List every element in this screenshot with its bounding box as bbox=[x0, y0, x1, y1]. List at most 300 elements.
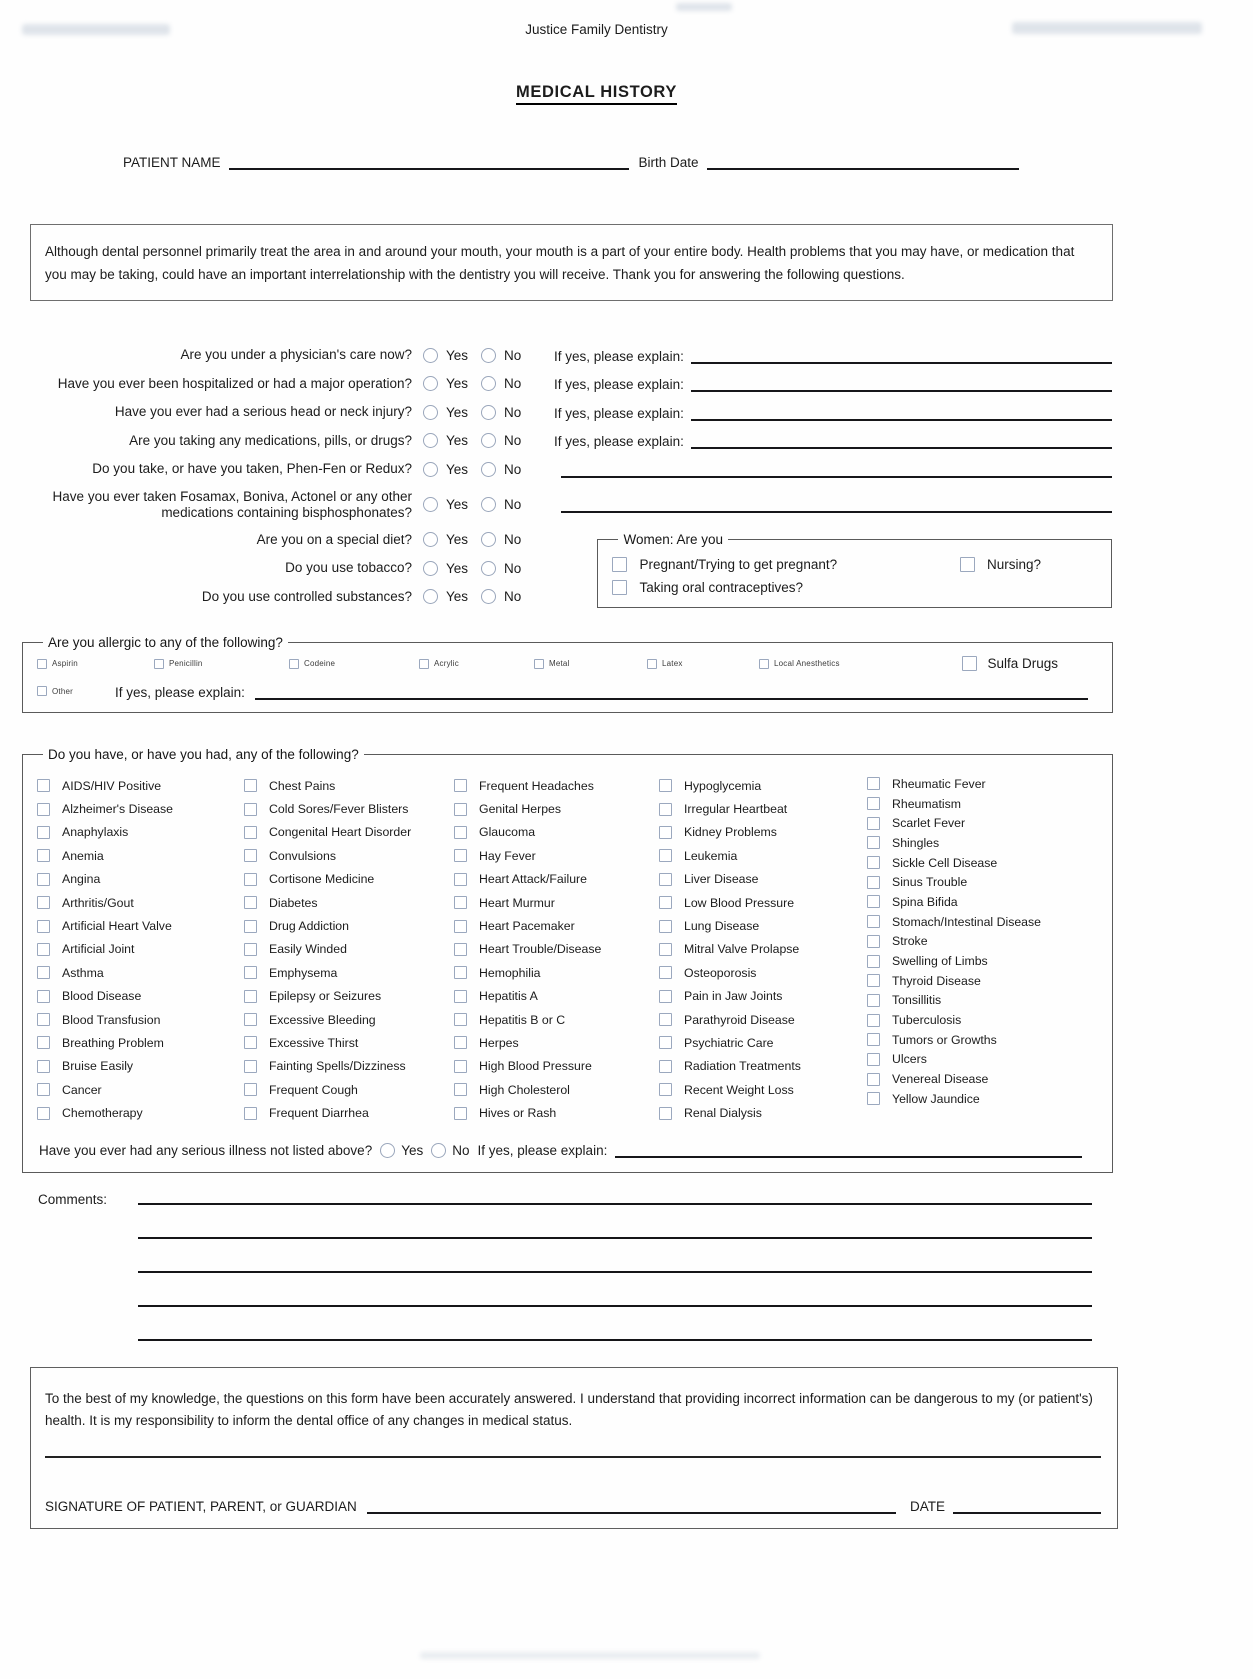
condition-item[interactable] bbox=[37, 1101, 244, 1124]
condition-item[interactable] bbox=[244, 1031, 454, 1054]
serious-illness-row bbox=[39, 1143, 1104, 1158]
no-radio[interactable] bbox=[481, 348, 496, 363]
condition-checkbox[interactable] bbox=[454, 1107, 467, 1120]
comment-line[interactable] bbox=[138, 1307, 1092, 1341]
condition-item[interactable] bbox=[244, 985, 454, 1008]
condition-item[interactable] bbox=[454, 891, 659, 914]
condition-checkbox[interactable] bbox=[37, 896, 50, 909]
condition-checkbox[interactable] bbox=[867, 1092, 880, 1105]
condition-item[interactable] bbox=[244, 914, 454, 937]
condition-label: Swelling of Limbs bbox=[892, 954, 988, 969]
condition-item[interactable] bbox=[867, 833, 1104, 853]
condition-checkbox[interactable] bbox=[867, 1033, 880, 1046]
condition-label: Tonsillitis bbox=[892, 993, 942, 1008]
women-item-contraceptives[interactable] bbox=[612, 580, 803, 595]
yes-label: Yes bbox=[446, 461, 469, 477]
birth-date-line[interactable] bbox=[707, 152, 1019, 170]
allergy-item-other[interactable] bbox=[37, 686, 73, 700]
condition-label: Ulcers bbox=[892, 1052, 927, 1067]
comment-line[interactable] bbox=[138, 1239, 1092, 1273]
condition-checkbox[interactable] bbox=[244, 873, 257, 886]
condition-checkbox[interactable] bbox=[659, 920, 672, 933]
condition-checkbox[interactable] bbox=[244, 1013, 257, 1026]
condition-checkbox[interactable] bbox=[37, 990, 50, 1003]
condition-checkbox[interactable] bbox=[454, 1083, 467, 1096]
no-radio[interactable] bbox=[481, 462, 496, 477]
yes-no-radios bbox=[412, 462, 538, 477]
condition-item[interactable] bbox=[454, 985, 659, 1008]
condition-item[interactable] bbox=[659, 891, 867, 914]
condition-label: Emphysema bbox=[269, 965, 338, 980]
condition-checkbox[interactable] bbox=[37, 873, 50, 886]
condition-checkbox[interactable] bbox=[37, 803, 50, 816]
allergy-checkbox[interactable] bbox=[289, 659, 299, 669]
condition-label: Glaucoma bbox=[479, 825, 536, 840]
condition-item[interactable] bbox=[454, 938, 659, 961]
explain-line[interactable] bbox=[691, 432, 1112, 449]
yes-radio[interactable] bbox=[423, 462, 438, 477]
no-radio[interactable] bbox=[481, 497, 496, 512]
serious-yes-radio[interactable] bbox=[380, 1143, 395, 1158]
condition-label: Heart Attack/Failure bbox=[479, 872, 587, 887]
women-item-pregnant[interactable] bbox=[612, 557, 837, 572]
no-radio[interactable] bbox=[481, 561, 496, 576]
condition-checkbox[interactable] bbox=[867, 974, 880, 987]
condition-item[interactable] bbox=[659, 1031, 867, 1054]
condition-checkbox[interactable] bbox=[659, 873, 672, 886]
condition-item[interactable] bbox=[244, 868, 454, 891]
condition-checkbox[interactable] bbox=[867, 955, 880, 968]
sulfa-drugs-label: Sulfa Drugs bbox=[987, 656, 1058, 671]
condition-label: Tuberculosis bbox=[892, 1013, 962, 1028]
condition-checkbox[interactable] bbox=[37, 920, 50, 933]
condition-checkbox[interactable] bbox=[244, 1060, 257, 1073]
pregnant-checkbox[interactable] bbox=[612, 557, 627, 572]
condition-label: Frequent Cough bbox=[269, 1082, 358, 1097]
no-radio[interactable] bbox=[481, 532, 496, 547]
scan-artifact-bottom bbox=[420, 1652, 760, 1659]
condition-item[interactable] bbox=[867, 932, 1104, 952]
condition-checkbox[interactable] bbox=[37, 943, 50, 956]
condition-checkbox[interactable] bbox=[454, 779, 467, 792]
yes-label: Yes bbox=[446, 560, 469, 576]
question-text: Have you ever taken Fosamax, Boniva, Actonel or any other medications containing bisphosphonates? bbox=[52, 488, 412, 520]
condition-checkbox[interactable] bbox=[659, 1060, 672, 1073]
allergy-section bbox=[22, 635, 1113, 713]
condition-item[interactable] bbox=[244, 1101, 454, 1124]
condition-label: Artificial Heart Valve bbox=[62, 919, 172, 934]
allergy-checkbox[interactable] bbox=[647, 659, 657, 669]
condition-checkbox[interactable] bbox=[867, 935, 880, 948]
condition-item[interactable] bbox=[454, 797, 659, 820]
condition-label: AIDS/HIV Positive bbox=[62, 778, 162, 793]
condition-checkbox[interactable] bbox=[244, 1036, 257, 1049]
allergy-item-latex[interactable] bbox=[647, 659, 759, 669]
condition-item[interactable] bbox=[454, 821, 659, 844]
condition-item[interactable] bbox=[37, 1031, 244, 1054]
condition-checkbox[interactable] bbox=[454, 803, 467, 816]
condition-label: Diabetes bbox=[269, 895, 318, 910]
condition-item[interactable] bbox=[244, 938, 454, 961]
condition-checkbox[interactable] bbox=[867, 1053, 880, 1066]
serious-no-radio[interactable] bbox=[431, 1143, 446, 1158]
condition-item[interactable] bbox=[454, 1055, 659, 1078]
condition-label: Recent Weight Loss bbox=[684, 1082, 794, 1097]
allergy-item-local-anesthetics[interactable] bbox=[759, 659, 909, 669]
yes-label: Yes bbox=[446, 404, 469, 420]
condition-checkbox[interactable] bbox=[244, 1107, 257, 1120]
condition-item[interactable] bbox=[37, 1055, 244, 1078]
condition-label: Low Blood Pressure bbox=[684, 895, 795, 910]
question-rows-bottom bbox=[0, 526, 559, 612]
condition-item[interactable] bbox=[37, 985, 244, 1008]
no-radio[interactable] bbox=[481, 405, 496, 420]
allergy-item-label: Aspirin bbox=[52, 659, 78, 668]
condition-checkbox[interactable] bbox=[659, 990, 672, 1003]
condition-item[interactable] bbox=[244, 821, 454, 844]
condition-item[interactable] bbox=[659, 1078, 867, 1101]
condition-item[interactable] bbox=[37, 938, 244, 961]
yes-label: Yes bbox=[446, 347, 469, 363]
condition-item[interactable] bbox=[659, 844, 867, 867]
patient-row bbox=[123, 152, 1053, 170]
condition-checkbox[interactable] bbox=[244, 920, 257, 933]
condition-label: Genital Herpes bbox=[479, 802, 562, 817]
sulfa-drugs-checkbox[interactable] bbox=[962, 656, 977, 671]
yes-radio[interactable] bbox=[423, 376, 438, 391]
condition-checkbox[interactable] bbox=[454, 873, 467, 886]
yes-radio[interactable] bbox=[423, 497, 438, 512]
condition-checkbox[interactable] bbox=[659, 1036, 672, 1049]
condition-item[interactable] bbox=[454, 868, 659, 891]
condition-item[interactable] bbox=[867, 853, 1104, 873]
condition-item[interactable] bbox=[867, 991, 1104, 1011]
condition-checkbox[interactable] bbox=[659, 896, 672, 909]
condition-item[interactable] bbox=[37, 1078, 244, 1101]
condition-item[interactable] bbox=[244, 1008, 454, 1031]
condition-item[interactable] bbox=[867, 951, 1104, 971]
yes-label: Yes bbox=[446, 589, 469, 605]
condition-checkbox[interactable] bbox=[244, 966, 257, 979]
condition-label: Venereal Disease bbox=[892, 1072, 989, 1087]
condition-item[interactable] bbox=[867, 1010, 1104, 1030]
condition-label: Stomach/Intestinal Disease bbox=[892, 914, 1042, 929]
condition-label: Renal Dialysis bbox=[684, 1106, 762, 1121]
condition-item[interactable] bbox=[454, 1101, 659, 1124]
condition-checkbox[interactable] bbox=[867, 1073, 880, 1086]
condition-item[interactable] bbox=[37, 914, 244, 937]
condition-checkbox[interactable] bbox=[454, 849, 467, 862]
condition-checkbox[interactable] bbox=[867, 876, 880, 889]
condition-item[interactable] bbox=[867, 892, 1104, 912]
condition-item[interactable] bbox=[454, 1031, 659, 1054]
allergy-item-label: Acrylic bbox=[434, 659, 459, 668]
no-radio[interactable] bbox=[481, 433, 496, 448]
explain-line[interactable] bbox=[691, 347, 1112, 364]
condition-checkbox[interactable] bbox=[867, 1014, 880, 1027]
date-line[interactable] bbox=[953, 1498, 1101, 1514]
conditions-section bbox=[22, 747, 1113, 1173]
condition-checkbox[interactable] bbox=[37, 849, 50, 862]
condition-checkbox[interactable] bbox=[659, 1013, 672, 1026]
condition-item[interactable] bbox=[659, 797, 867, 820]
serious-yes-label: Yes bbox=[401, 1142, 424, 1158]
allergy-item-aspirin[interactable] bbox=[37, 659, 154, 669]
condition-item[interactable] bbox=[659, 1055, 867, 1078]
condition-checkbox[interactable] bbox=[867, 915, 880, 928]
yes-no-radios bbox=[412, 348, 538, 363]
comments-section bbox=[38, 1189, 1092, 1341]
condition-item[interactable] bbox=[659, 868, 867, 891]
yes-radio[interactable] bbox=[423, 405, 438, 420]
agreement-text: To the best of my knowledge, the questions on this form have been accurately answered. I understand that providing incorrect information can be dangerous to my (or patient's) health. It is my responsibility to inform the dental office of any changes in medical status. bbox=[45, 1390, 1093, 1429]
condition-item[interactable] bbox=[867, 794, 1104, 814]
condition-checkbox[interactable] bbox=[244, 826, 257, 839]
condition-item[interactable] bbox=[37, 1008, 244, 1031]
question-row bbox=[0, 554, 559, 583]
condition-label: Irregular Heartbeat bbox=[684, 802, 788, 817]
condition-checkbox[interactable] bbox=[454, 1060, 467, 1073]
condition-item[interactable] bbox=[37, 821, 244, 844]
condition-label: Sinus Trouble bbox=[892, 875, 968, 890]
condition-label: Hives or Rash bbox=[479, 1106, 557, 1121]
women-item-nursing[interactable] bbox=[960, 557, 1041, 572]
allergy-checkbox[interactable] bbox=[534, 659, 544, 669]
condition-label: Easily Winded bbox=[269, 942, 347, 957]
condition-item[interactable] bbox=[244, 797, 454, 820]
condition-label: Excessive Bleeding bbox=[269, 1012, 376, 1027]
condition-label: Artificial Joint bbox=[62, 942, 135, 957]
allergy-item-penicillin[interactable] bbox=[154, 659, 289, 669]
condition-item[interactable] bbox=[37, 891, 244, 914]
yes-no-radios bbox=[412, 433, 538, 448]
condition-checkbox[interactable] bbox=[37, 779, 50, 792]
condition-item[interactable] bbox=[659, 938, 867, 961]
condition-checkbox[interactable] bbox=[37, 966, 50, 979]
nursing-checkbox[interactable] bbox=[960, 557, 975, 572]
condition-checkbox[interactable] bbox=[37, 1083, 50, 1096]
questions-section bbox=[0, 341, 1112, 611]
condition-item[interactable] bbox=[867, 971, 1104, 991]
explain-label: If yes, please explain: bbox=[554, 348, 684, 364]
nursing-label: Nursing? bbox=[986, 556, 1041, 572]
yes-radio[interactable] bbox=[423, 589, 438, 604]
intro-text: Although dental personnel primarily treat the area in and around your mouth, your mouth is a part of your entire body. Health problems that you may have, or medication that you may be taking, could have an important interrelationship with the dentistry you will receive. Thank you for answering the following questions. bbox=[45, 244, 1075, 282]
condition-item[interactable] bbox=[454, 774, 659, 797]
allergy-item-codeine[interactable] bbox=[289, 659, 419, 669]
question-row bbox=[0, 341, 1112, 370]
condition-checkbox[interactable] bbox=[454, 826, 467, 839]
explain-label: If yes, please explain: bbox=[554, 405, 684, 421]
allergy-checkbox[interactable] bbox=[759, 659, 769, 669]
condition-checkbox[interactable] bbox=[244, 849, 257, 862]
condition-label: Epilepsy or Seizures bbox=[269, 989, 382, 1004]
condition-label: Hemophilia bbox=[479, 965, 541, 980]
condition-label: Sickle Cell Disease bbox=[892, 855, 998, 870]
serious-explain-line[interactable] bbox=[615, 1143, 1082, 1158]
condition-item[interactable] bbox=[659, 914, 867, 937]
condition-checkbox[interactable] bbox=[454, 896, 467, 909]
allergy-item-acrylic[interactable] bbox=[419, 659, 534, 669]
condition-item[interactable] bbox=[867, 1050, 1104, 1070]
condition-checkbox[interactable] bbox=[867, 817, 880, 830]
condition-label: Mitral Valve Prolapse bbox=[684, 942, 800, 957]
allergy-item-sulfa-drugs[interactable] bbox=[962, 656, 1058, 671]
condition-checkbox[interactable] bbox=[454, 1036, 467, 1049]
no-radio[interactable] bbox=[481, 376, 496, 391]
explain-line[interactable] bbox=[561, 461, 1112, 478]
condition-label: Blood Disease bbox=[62, 989, 142, 1004]
condition-item[interactable] bbox=[659, 1008, 867, 1031]
condition-item[interactable] bbox=[244, 891, 454, 914]
signature-line[interactable] bbox=[367, 1498, 896, 1514]
condition-checkbox[interactable] bbox=[867, 895, 880, 908]
condition-checkbox[interactable] bbox=[659, 826, 672, 839]
condition-item[interactable] bbox=[867, 872, 1104, 892]
explain-line[interactable] bbox=[691, 404, 1112, 421]
condition-item[interactable] bbox=[454, 961, 659, 984]
condition-item[interactable] bbox=[37, 797, 244, 820]
condition-label: Thyroid Disease bbox=[892, 973, 981, 988]
condition-item[interactable] bbox=[37, 868, 244, 891]
condition-label: High Cholesterol bbox=[479, 1082, 570, 1097]
allergy-checkbox[interactable] bbox=[419, 659, 429, 669]
other-checkbox[interactable] bbox=[37, 686, 47, 696]
explain-line[interactable] bbox=[561, 496, 1112, 513]
birth-date-label: Birth Date bbox=[638, 155, 699, 170]
allergy-checkbox[interactable] bbox=[154, 659, 164, 669]
condition-item[interactable] bbox=[867, 774, 1104, 794]
condition-label: Scarlet Fever bbox=[892, 816, 966, 831]
no-label: No bbox=[504, 461, 522, 477]
condition-item[interactable] bbox=[867, 813, 1104, 833]
no-radio[interactable] bbox=[481, 589, 496, 604]
condition-checkbox[interactable] bbox=[659, 966, 672, 979]
yes-radio[interactable] bbox=[423, 348, 438, 363]
question-explain-area bbox=[538, 461, 1112, 478]
question-explain-area bbox=[538, 496, 1112, 513]
condition-checkbox[interactable] bbox=[37, 1013, 50, 1026]
condition-label: Liver Disease bbox=[684, 872, 759, 887]
condition-label: Asthma bbox=[62, 965, 104, 980]
condition-checkbox[interactable] bbox=[244, 990, 257, 1003]
conditions-column bbox=[659, 774, 867, 1125]
condition-item[interactable] bbox=[454, 1008, 659, 1031]
condition-checkbox[interactable] bbox=[37, 1107, 50, 1120]
condition-item[interactable] bbox=[454, 914, 659, 937]
question-explain-area bbox=[538, 347, 1112, 364]
condition-checkbox[interactable] bbox=[867, 777, 880, 790]
comments-lines bbox=[138, 1189, 1092, 1341]
condition-item[interactable] bbox=[659, 985, 867, 1008]
condition-item[interactable] bbox=[659, 1101, 867, 1124]
condition-item[interactable] bbox=[867, 1089, 1104, 1109]
condition-checkbox[interactable] bbox=[244, 1083, 257, 1096]
comment-line[interactable] bbox=[138, 1189, 1092, 1205]
condition-checkbox[interactable] bbox=[454, 966, 467, 979]
condition-checkbox[interactable] bbox=[867, 856, 880, 869]
condition-item[interactable] bbox=[244, 1055, 454, 1078]
condition-item[interactable] bbox=[659, 961, 867, 984]
condition-item[interactable] bbox=[454, 844, 659, 867]
question-text: Do you take, or have you taken, Phen-Fen or Redux? bbox=[92, 461, 412, 477]
patient-name-line[interactable] bbox=[229, 152, 629, 170]
condition-item[interactable] bbox=[659, 821, 867, 844]
condition-label: High Blood Pressure bbox=[479, 1059, 592, 1074]
allergy-explain-line[interactable] bbox=[255, 685, 1088, 700]
condition-checkbox[interactable] bbox=[37, 1036, 50, 1049]
allergy-explain-label: If yes, please explain: bbox=[115, 685, 245, 700]
allergy-item-metal[interactable] bbox=[534, 659, 647, 669]
condition-label: Pain in Jaw Joints bbox=[684, 989, 783, 1004]
condition-checkbox[interactable] bbox=[659, 1083, 672, 1096]
condition-item[interactable] bbox=[867, 1030, 1104, 1050]
question-row bbox=[0, 427, 1112, 456]
condition-checkbox[interactable] bbox=[454, 943, 467, 956]
condition-checkbox[interactable] bbox=[454, 990, 467, 1003]
condition-checkbox[interactable] bbox=[659, 1107, 672, 1120]
condition-checkbox[interactable] bbox=[244, 943, 257, 956]
condition-checkbox[interactable] bbox=[37, 826, 50, 839]
condition-item[interactable] bbox=[244, 844, 454, 867]
condition-checkbox[interactable] bbox=[37, 1060, 50, 1073]
condition-label: Hepatitis B or C bbox=[479, 1012, 566, 1027]
condition-item[interactable] bbox=[244, 1078, 454, 1101]
condition-checkbox[interactable] bbox=[867, 797, 880, 810]
condition-item[interactable] bbox=[244, 961, 454, 984]
yes-radio[interactable] bbox=[423, 433, 438, 448]
condition-checkbox[interactable] bbox=[244, 896, 257, 909]
allergy-checkbox[interactable] bbox=[37, 659, 47, 669]
contraceptives-checkbox[interactable] bbox=[612, 580, 627, 595]
condition-item[interactable] bbox=[867, 1069, 1104, 1089]
condition-checkbox[interactable] bbox=[244, 779, 257, 792]
condition-checkbox[interactable] bbox=[659, 849, 672, 862]
condition-checkbox[interactable] bbox=[659, 779, 672, 792]
yes-label: Yes bbox=[446, 532, 469, 548]
question-text: Are you under a physician's care now? bbox=[180, 347, 412, 363]
condition-checkbox[interactable] bbox=[454, 1013, 467, 1026]
explain-line[interactable] bbox=[691, 375, 1112, 392]
condition-checkbox[interactable] bbox=[244, 803, 257, 816]
condition-item[interactable] bbox=[244, 774, 454, 797]
yes-label: Yes bbox=[446, 497, 469, 512]
condition-checkbox[interactable] bbox=[659, 803, 672, 816]
comment-line[interactable] bbox=[138, 1205, 1092, 1239]
yes-radio[interactable] bbox=[423, 532, 438, 547]
explain-label: If yes, please explain: bbox=[554, 434, 684, 450]
yes-no-radios bbox=[412, 589, 538, 604]
question-explain-area bbox=[538, 404, 1112, 421]
condition-checkbox[interactable] bbox=[867, 836, 880, 849]
condition-item[interactable] bbox=[37, 961, 244, 984]
comment-line[interactable] bbox=[138, 1273, 1092, 1307]
allergy-legend: Are you allergic to any of the following? bbox=[48, 635, 283, 650]
condition-checkbox[interactable] bbox=[454, 920, 467, 933]
condition-label: Heart Trouble/Disease bbox=[479, 942, 602, 957]
yes-radio[interactable] bbox=[423, 561, 438, 576]
condition-item[interactable] bbox=[454, 1078, 659, 1101]
condition-item[interactable] bbox=[867, 912, 1104, 932]
condition-checkbox[interactable] bbox=[659, 943, 672, 956]
yes-label: Yes bbox=[446, 433, 469, 449]
condition-item[interactable] bbox=[37, 844, 244, 867]
condition-checkbox[interactable] bbox=[867, 994, 880, 1007]
condition-label: Spina Bifida bbox=[892, 894, 958, 909]
condition-item[interactable] bbox=[37, 774, 244, 797]
condition-item[interactable] bbox=[659, 774, 867, 797]
question-text: Have you ever had a serious head or neck injury? bbox=[114, 404, 412, 420]
